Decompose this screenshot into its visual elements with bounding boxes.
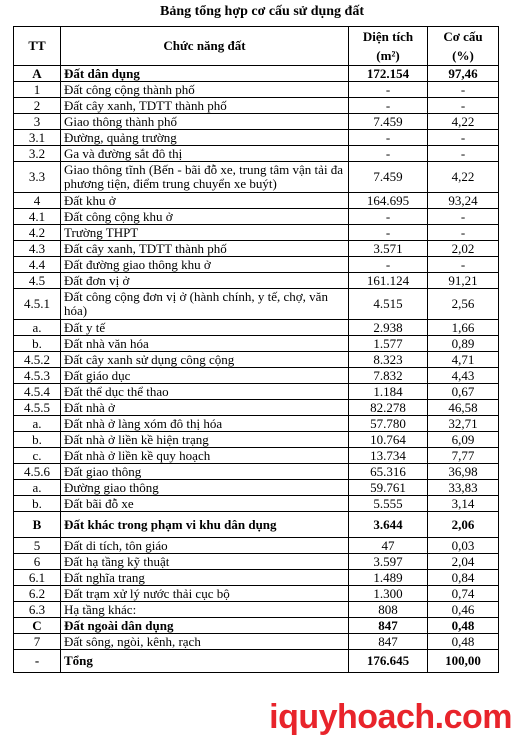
row-area-cell: 47 (349, 538, 428, 554)
row-share-cell: 32,71 (428, 416, 499, 432)
row-share-cell: 0,67 (428, 384, 499, 400)
row-function-cell: Đất giao thông (61, 464, 349, 480)
row-share-cell: 0,74 (428, 586, 499, 602)
row-share-cell: 3,14 (428, 496, 499, 512)
header-share: Cơ cấu (428, 27, 499, 47)
row-function-cell: Đất cây xanh, TDTT thành phố (61, 98, 349, 114)
row-share-cell: 0,03 (428, 538, 499, 554)
row-area-cell: 10.764 (349, 432, 428, 448)
header-tt: TT (14, 27, 61, 66)
table-row (14, 130, 499, 146)
row-share-cell: - (428, 225, 499, 241)
row-tt-cell: a. (14, 480, 61, 496)
row-tt-cell: 3 (14, 114, 61, 130)
row-tt-cell: a. (14, 320, 61, 336)
table-row (14, 320, 499, 336)
table-row (14, 257, 499, 273)
row-tt-cell: 6.1 (14, 570, 61, 586)
row-tt-cell: 4.5.6 (14, 464, 61, 480)
row-tt-cell: 4.3 (14, 241, 61, 257)
row-area-cell: 1.577 (349, 336, 428, 352)
row-tt-cell: B (14, 512, 61, 538)
row-function-cell: Ga và đường sắt đô thị (61, 146, 349, 162)
row-area-cell: 1.184 (349, 384, 428, 400)
table-row (14, 289, 499, 320)
row-share-cell: - (428, 209, 499, 225)
table-row (14, 209, 499, 225)
row-tt-cell: C (14, 618, 61, 634)
row-share-cell: - (428, 257, 499, 273)
row-share-cell: 46,58 (428, 400, 499, 416)
table-row (14, 400, 499, 416)
table-row (14, 241, 499, 257)
row-tt-cell: 4.1 (14, 209, 61, 225)
row-area-cell: 7.832 (349, 368, 428, 384)
table-row (14, 618, 499, 634)
row-function-cell: Giao thông thành phố (61, 114, 349, 130)
row-share-cell: 0,46 (428, 602, 499, 618)
row-tt-cell: 4.2 (14, 225, 61, 241)
watermark-logo: iquyhoach.com (269, 698, 512, 736)
row-area-cell: 7.459 (349, 114, 428, 130)
table-row (14, 554, 499, 570)
row-area-cell: 1.489 (349, 570, 428, 586)
table-title: Bảng tổng hợp cơ cấu sử dụng đất (159, 4, 365, 19)
row-function-cell: Đất công cộng thành phố (61, 82, 349, 98)
row-tt-cell: c. (14, 448, 61, 464)
row-function-cell: Đất hạ tầng kỹ thuật (61, 554, 349, 570)
row-function-cell: Đất y tế (61, 320, 349, 336)
row-share-cell: 4,43 (428, 368, 499, 384)
row-share-cell: 4,71 (428, 352, 499, 368)
table-row (14, 352, 499, 368)
row-share-cell: 7,77 (428, 448, 499, 464)
row-tt-cell: 4 (14, 193, 61, 209)
row-area-cell: - (349, 257, 428, 273)
row-function-cell: Đất công cộng đơn vị ở (hành chính, y tế, chợ, văn hóa) (61, 289, 349, 320)
header-area: Diện tích (349, 27, 428, 47)
row-share-cell: 0,89 (428, 336, 499, 352)
row-tt-cell: 3.1 (14, 130, 61, 146)
row-share-cell: 2,56 (428, 289, 499, 320)
row-area-cell: 3.597 (349, 554, 428, 570)
row-function-cell: Đất nhà ở (61, 400, 349, 416)
row-tt-cell: 4.5.1 (14, 289, 61, 320)
row-share-cell: 100,00 (428, 650, 499, 673)
table-row (14, 146, 499, 162)
row-area-cell: 8.323 (349, 352, 428, 368)
row-function-cell: Đất khu ở (61, 193, 349, 209)
row-area-cell: 808 (349, 602, 428, 618)
row-tt-cell: 4.4 (14, 257, 61, 273)
row-tt-cell: 6.3 (14, 602, 61, 618)
row-function-cell: Đất nhà ở liền kề quy hoạch (61, 448, 349, 464)
row-area-cell: 5.555 (349, 496, 428, 512)
header-row (14, 27, 499, 47)
row-area-cell: 1.300 (349, 586, 428, 602)
header-function: Chức năng đất (61, 27, 349, 66)
row-share-cell: - (428, 146, 499, 162)
row-function-cell: Đất cây xanh sử dụng công cộng (61, 352, 349, 368)
row-area-cell: 2.938 (349, 320, 428, 336)
row-tt-cell: 1 (14, 82, 61, 98)
table-row (14, 650, 499, 673)
table-row (14, 66, 499, 82)
row-area-cell: 161.124 (349, 273, 428, 289)
row-tt-cell: - (14, 650, 61, 673)
table-row (14, 368, 499, 384)
table-row (14, 384, 499, 400)
table-row (14, 538, 499, 554)
row-function-cell: Đất đơn vị ở (61, 273, 349, 289)
row-tt-cell: b. (14, 336, 61, 352)
row-function-cell: Đất cây xanh, TDTT thành phố (61, 241, 349, 257)
row-area-cell: 59.761 (349, 480, 428, 496)
land-use-table (13, 26, 499, 673)
row-function-cell: Đất trạm xử lý nước thải cục bộ (61, 586, 349, 602)
row-share-cell: - (428, 82, 499, 98)
row-function-cell: Đất nhà văn hóa (61, 336, 349, 352)
row-area-cell: 164.695 (349, 193, 428, 209)
table-row (14, 634, 499, 650)
row-tt-cell: 7 (14, 634, 61, 650)
row-area-cell: - (349, 209, 428, 225)
row-share-cell: 0,48 (428, 618, 499, 634)
row-share-cell: 91,21 (428, 273, 499, 289)
table-row (14, 602, 499, 618)
row-tt-cell: 4.5.4 (14, 384, 61, 400)
row-tt-cell: 4.5.5 (14, 400, 61, 416)
row-share-cell: 1,66 (428, 320, 499, 336)
row-tt-cell: b. (14, 432, 61, 448)
row-tt-cell: a. (14, 416, 61, 432)
row-tt-cell: 2 (14, 98, 61, 114)
row-function-cell: Đất di tích, tôn giáo (61, 538, 349, 554)
row-tt-cell: 5 (14, 538, 61, 554)
row-function-cell: Đất nhà ở liền kề hiện trạng (61, 432, 349, 448)
row-function-cell: Đất đường giao thông khu ở (61, 257, 349, 273)
row-tt-cell: 3.2 (14, 146, 61, 162)
table-row (14, 273, 499, 289)
row-share-cell: 36,98 (428, 464, 499, 480)
row-function-cell: Đường, quảng trường (61, 130, 349, 146)
row-function-cell: Hạ tầng khác: (61, 602, 349, 618)
row-tt-cell: A (14, 66, 61, 82)
row-share-cell: 0,84 (428, 570, 499, 586)
row-share-cell: 93,24 (428, 193, 499, 209)
row-area-cell: 57.780 (349, 416, 428, 432)
table-row (14, 586, 499, 602)
table-row (14, 448, 499, 464)
row-tt-cell: 4.5.3 (14, 368, 61, 384)
row-share-cell: 97,46 (428, 66, 499, 82)
row-area-cell: 7.459 (349, 162, 428, 193)
row-function-cell: Đất nhà ở làng xóm đô thị hóa (61, 416, 349, 432)
row-share-cell: - (428, 130, 499, 146)
row-area-cell: 172.154 (349, 66, 428, 82)
row-area-cell: - (349, 98, 428, 114)
table-row (14, 496, 499, 512)
table-row (14, 512, 499, 538)
table-row (14, 114, 499, 130)
row-function-cell: Đất giáo dục (61, 368, 349, 384)
row-share-cell: 4,22 (428, 114, 499, 130)
row-area-cell: 176.645 (349, 650, 428, 673)
row-function-cell: Giao thông tĩnh (Bến - bãi đỗ xe, trung tâm vận tải đa phương tiện, điểm trung chuyển xe buýt) (61, 162, 349, 193)
row-share-cell: 0,48 (428, 634, 499, 650)
row-area-cell: - (349, 146, 428, 162)
row-tt-cell: 4.5.2 (14, 352, 61, 368)
row-tt-cell: 6 (14, 554, 61, 570)
row-area-cell: 65.316 (349, 464, 428, 480)
row-area-cell: - (349, 82, 428, 98)
row-area-cell: 4.515 (349, 289, 428, 320)
table-row (14, 162, 499, 193)
row-function-cell: Đất công cộng khu ở (61, 209, 349, 225)
row-share-cell: 6,09 (428, 432, 499, 448)
row-area-cell: 82.278 (349, 400, 428, 416)
row-tt-cell: b. (14, 496, 61, 512)
row-area-cell: - (349, 225, 428, 241)
row-share-cell: 4,22 (428, 162, 499, 193)
table-row (14, 98, 499, 114)
row-area-cell: 3.571 (349, 241, 428, 257)
row-function-cell: Đất sông, ngòi, kênh, rạch (61, 634, 349, 650)
row-area-cell: 847 (349, 618, 428, 634)
row-area-cell: 13.734 (349, 448, 428, 464)
row-function-cell: Đất khác trong phạm vi khu dân dụng (61, 512, 349, 538)
header-share-unit: (%) (428, 47, 499, 66)
row-tt-cell: 6.2 (14, 586, 61, 602)
table-row (14, 432, 499, 448)
table-row (14, 225, 499, 241)
table-row (14, 82, 499, 98)
row-function-cell: Trường THPT (61, 225, 349, 241)
row-function-cell: Đất dân dụng (61, 66, 349, 82)
row-function-cell: Đất thể dục thể thao (61, 384, 349, 400)
table-row (14, 193, 499, 209)
header-area-unit: (m²) (349, 47, 428, 66)
row-share-cell: 33,83 (428, 480, 499, 496)
table-row (14, 480, 499, 496)
row-share-cell: - (428, 98, 499, 114)
row-tt-cell: 4.5 (14, 273, 61, 289)
row-function-cell: Đất bãi đỗ xe (61, 496, 349, 512)
table-row (14, 416, 499, 432)
row-area-cell: 3.644 (349, 512, 428, 538)
row-area-cell: - (349, 130, 428, 146)
table-row (14, 570, 499, 586)
row-share-cell: 2,06 (428, 512, 499, 538)
table-row (14, 464, 499, 480)
row-share-cell: 2,04 (428, 554, 499, 570)
row-function-cell: Đất nghĩa trang (61, 570, 349, 586)
table-row (14, 336, 499, 352)
row-function-cell: Tổng (61, 650, 349, 673)
row-function-cell: Đất ngoài dân dụng (61, 618, 349, 634)
row-function-cell: Đường giao thông (61, 480, 349, 496)
row-area-cell: 847 (349, 634, 428, 650)
row-tt-cell: 3.3 (14, 162, 61, 193)
row-share-cell: 2,02 (428, 241, 499, 257)
